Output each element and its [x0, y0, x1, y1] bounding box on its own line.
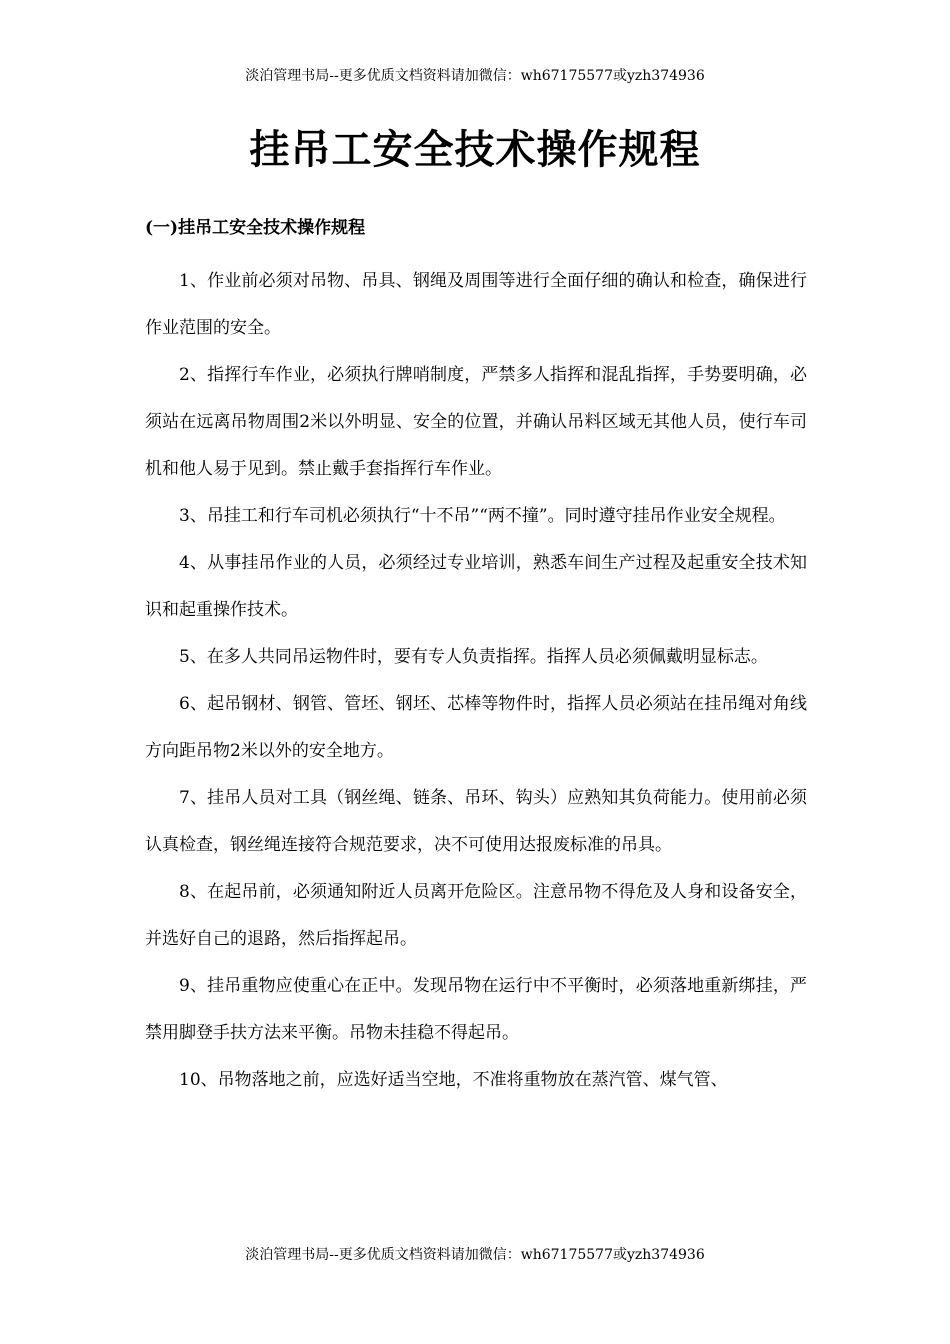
paragraph: 4、从事挂吊作业的人员，必须经过专业培训，熟悉车间生产过程及起重安全技术知识和起重操作技术。 [145, 553, 807, 620]
paragraph: 3、吊挂工和行车司机必须执行“十不吊”“两不撞”。同时遵守挂吊作业安全规程。 [179, 506, 786, 526]
paragraph: 10、吊物落地之前，应选好适当空地，不准将重物放在蒸汽管、煤气管、 [179, 1070, 728, 1090]
paragraph: 2、指挥行车作业，必须执行牌哨制度，严禁多人指挥和混乱指挥，手势要明确，必须站在远离吊物周围2米以外明显、安全的位置，并确认吊料区域无其他人员，使行车司机和他人易于见到。禁止戴手套指挥行车作业。 [145, 365, 807, 479]
paragraph: 8、在起吊前，必须通知附近人员离开危险区。注意吊物不得危及人身和设备安全，并选好自己的退路，然后指挥起吊。 [145, 882, 807, 949]
page-header: 淡泊管理书局--更多优质文档资料请加微信：wh67175577或yzh374936 [245, 68, 705, 84]
paragraph: 9、挂吊重物应使重心在正中。发现吊物在运行中不平衡时，必须落地重新绑挂，严禁用脚登手扶方法来平衡。吊物未挂稳不得起吊。 [145, 976, 807, 1043]
document-body [145, 258, 807, 1104]
paragraph: 5、在多人共同吊运物件时，要有专人负责指挥。指挥人员必须佩戴明显标志。 [179, 647, 768, 667]
page-footer: 淡泊管理书局--更多优质文档资料请加微信：wh67175577或yzh374936 [245, 1247, 705, 1263]
section-heading: (一)挂吊工安全技术操作规程 [145, 218, 366, 238]
paragraph: 7、挂吊人员对工具（钢丝绳、链条、吊环、钩头）应熟知其负荷能力。使用前必须认真检查，钢丝绳连接符合规范要求，决不可使用达报废标准的吊具。 [145, 788, 807, 855]
paragraph: 6、起吊钢材、钢管、管坯、钢坯、芯棒等物件时，指挥人员必须站在挂吊绳对角线方向距吊物2米以外的安全地方。 [145, 694, 807, 761]
paragraph: 1、作业前必须对吊物、吊具、钢绳及周围等进行全面仔细的确认和检查，确保进行作业范围的安全。 [145, 271, 807, 338]
document-title: 挂吊工安全技术操作规程 [249, 126, 701, 173]
